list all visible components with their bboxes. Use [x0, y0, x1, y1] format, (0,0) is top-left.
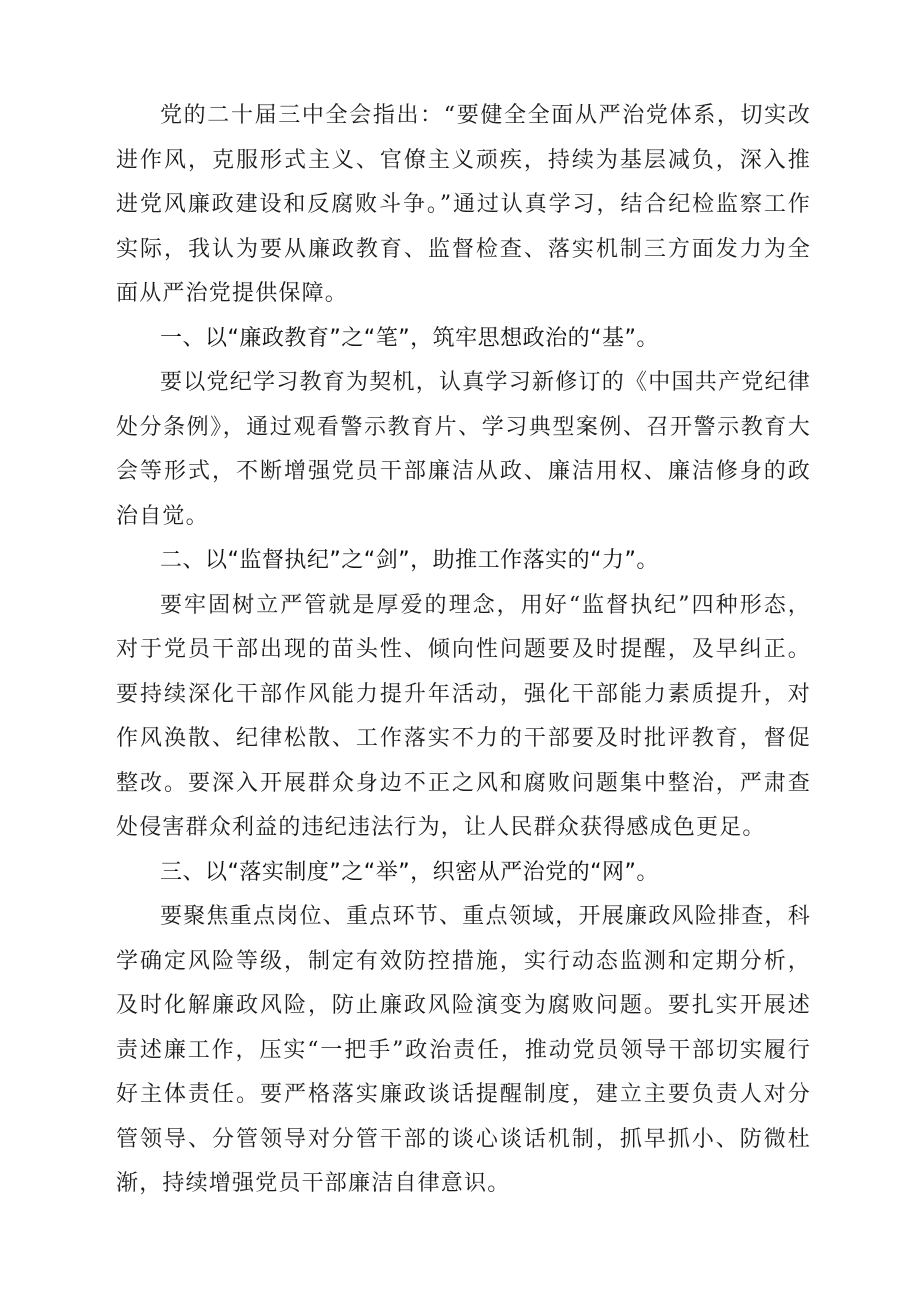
intro-paragraph: 党的二十届三中全会指出：“要健全全面从严治党体系，切实改进作风，克服形式主义、官僚主义顽疾，持续为基层减负，深入推进党风廉政建设和反腐败斗争。”通过认真学习，结合纪检监察工作实际，我认为要从廉政教育、监督检查、落实机制三方面发力为全面从严治党提供保障。 — [116, 103, 811, 306]
section-body-3: 要聚焦重点岗位、重点环节、重点领域，开展廉政风险排查，科学确定风险等级，制定有效防控措施，实行动态监测和定期分析，及时化解廉政风险，防止廉政风险演变为腐败问题。要扎实开展述责述廉工作，压实“一把手”政治责任，推动党员领导干部切实履行好主体责任。要严格落实廉政谈话提醒制度，建立主要负责人对分管领导、分管领导对分管干部的谈心谈话机制，抓早抓小、防微杜渐，持续增强党员干部廉洁自律意识。 — [116, 904, 811, 1196]
section-heading-1: 一、以“廉政教育”之“笔”，筑牢思想政治的“基”。 — [160, 325, 659, 351]
section-body-2: 要牢固树立严管就是厚爱的理念，用好“监督执纪”四种形态，对于党员干部出现的苗头性、倾向性问题要及时提醒，及早纠正。要持续深化干部作风能力提升年活动，强化干部能力素质提升，对作风涣散、纪律松散、工作落实不力的干部要及时批评教育，督促整改。要深入开展群众身边不正之风和腐败问题集中整治，严肃查处侵害群众利益的违纪违法行为，让人民群众获得感成色更足。 — [116, 592, 811, 840]
document-body — [116, 94, 811, 1207]
section-heading-3: 三、以“落实制度”之“举”，织密从严治党的“网”。 — [160, 859, 659, 885]
section-heading-2: 二、以“监督执纪”之“剑”，助推工作落实的“力”。 — [160, 548, 659, 573]
section-body-1: 要以党纪学习教育为契机，认真学习新修订的《中国共产党纪律处分条例》，通过观看警示教育片、学习典型案例、召开警示教育大会等形式，不断增强党员干部廉洁从政、廉洁用权、廉洁修身的政治自觉。 — [116, 370, 811, 529]
